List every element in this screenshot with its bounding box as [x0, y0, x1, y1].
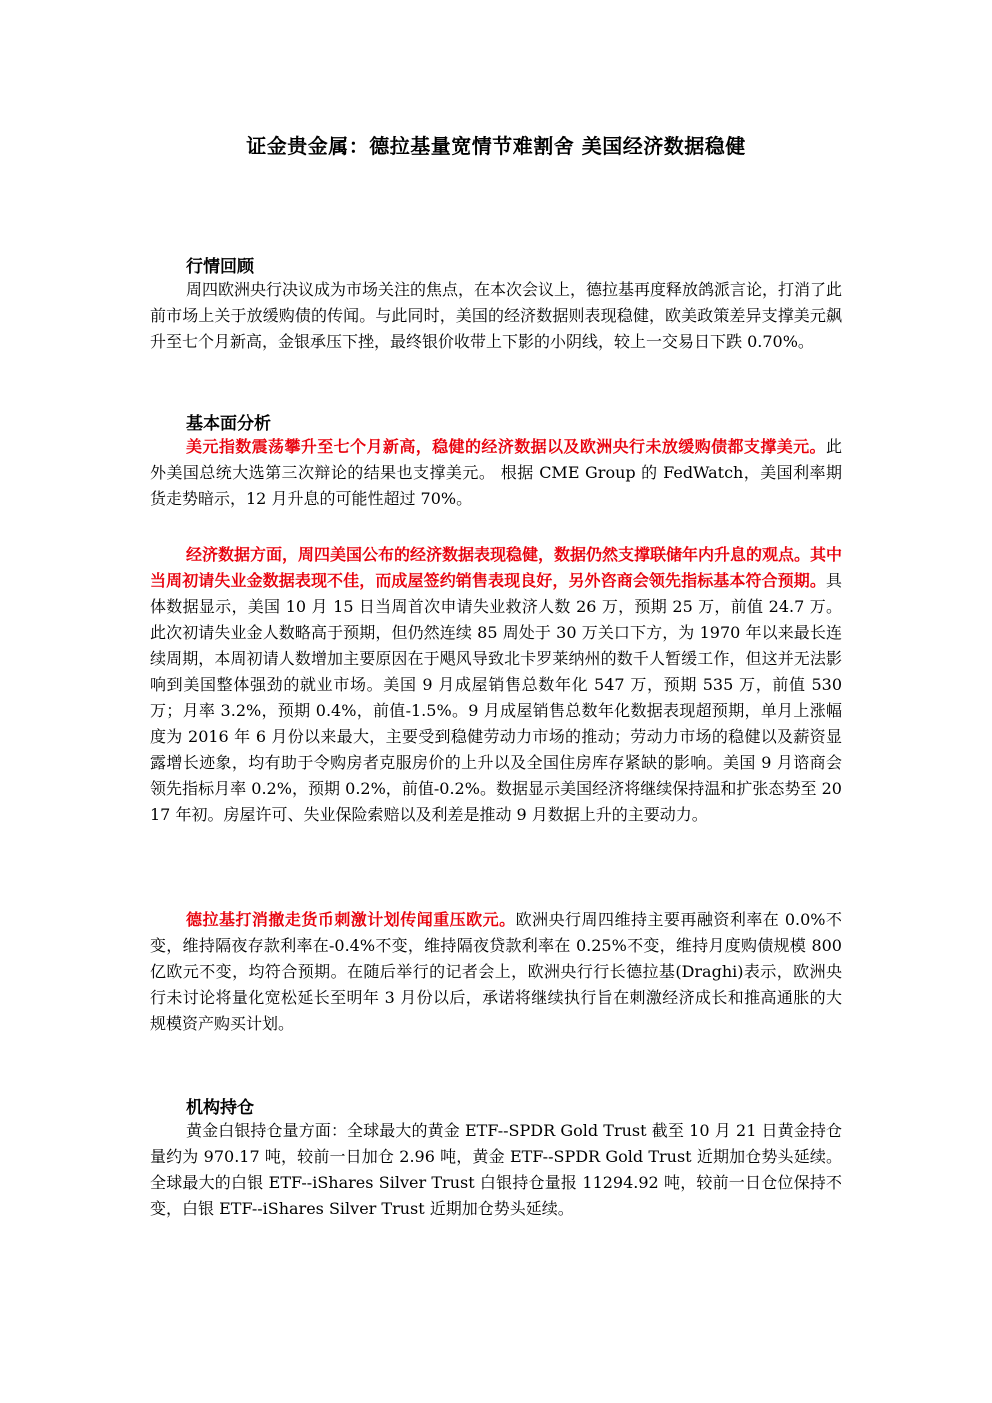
paragraph-usd-index — [150, 434, 842, 512]
paragraph-market-review: 周四欧洲央行决议成为市场关注的焦点，在本次会议上，德拉基再度释放鸽派言论，打消了此前市场上关于放缓购债的传闻。与此同时，美国的经济数据则表现稳健，欧美政策差异支撑美元飙升至七个月新高，金银承压下挫，最终银价收带上下影的小阴线，较上一交易日下跌 0.70%。 — [150, 280, 843, 351]
highlight-economic-data: 经济数据方面，周四美国公布的经济数据表现稳健，数据仍然支撑联储年内升息的观点。其中当周初请失业金数据表现不佳，而成屋签约销售表现良好，另外咨商会领先指标基本符合预期。 — [150, 545, 843, 590]
highlight-ecb-draghi: 德拉基打消撤走货币刺激计划传闻重压欧元。 — [186, 910, 516, 929]
paragraph-ecb-draghi — [150, 907, 842, 1037]
highlight-usd-index: 美元指数震荡攀升至七个月新高，稳健的经济数据以及欧洲央行未放缓购债都支撑美元。 — [186, 437, 826, 456]
text-ecb-draghi: 欧洲央行周四维持主要再融资利率在 0.0%不变，维持隔夜存款利率在-0.4%不变，维持隔夜贷款利率在 0.25%不变，维持月度购债规模 800 亿欧元不变，均符合预期。在随后举行的记者会上，欧洲央行行长德拉基(Draghi)表示，欧洲央行未讨论将量化宽松延长至明年 3 月份以后，承诺将继续执行旨在刺激经济成长和推高通胀的大规模资产购买计划。 — [150, 910, 842, 1033]
text-economic-data: 具体数据显示，美国 10 月 15 日当周首次申请失业救济人数 26 万，预期 25 万，前值 24.7 万。此次初请失业金人数略高于预期，但仍然连续 85 周处于 30 万关口下方，为 1970 年以来最长连续周期，本周初请人数增加主要原因在于飓风导致北卡罗莱纳州的数千人暂缓工作，但这并无法影响到美国整体强劲的就业市场。美国 9 月成屋销售总数年化 547 万，预期 535 万，前值 530 万；月率 3.2%，预期 0.4%，前值-1.5%。9 月成屋销售总数年化数据表现超预期，单月上涨幅度为 2016 年 6 月份以来最大，主要受到稳健劳动力市场的推动；劳动力市场的稳健以及薪资显露增长迹象，均有助于令购房者克服房价的上升以及全国住房库存紧缺的影响。美国 9 月谘商会领先指标月率 0.2%，预期 0.2%，前值-0.2%。数据显示美国经济将继续保持温和扩张态势至 2017 年初。房屋许可、失业保险索赔以及利差是推动 9 月数据上升的主要动力。 — [150, 571, 842, 824]
text-usd-index: 此外美国总统大选第三次辩论的结果也支撑美元。 根据 CME Group 的 FedWatch，美国利率期货走势暗示，12 月升息的可能性超过 70%。 — [150, 437, 842, 508]
paragraph-economic-data — [150, 542, 842, 828]
heading-fundamental-analysis: 基本面分析 — [186, 414, 271, 434]
paragraph-institutional-positions: 黄金白银持仓量方面：全球最大的黄金 ETF--SPDR Gold Trust 截至 10 月 21 日黄金持仓量约为 970.17 吨，较前一日加仓 2.96 吨，黄金 ETF--SPDR Gold Trust 近期加仓势头延续。全球最大的白银 ETF--iShares Silver Trust 白银持仓量报 11294.92 吨，较前一日仓位保持不变，白银 ETF--iShares Silver Trust 近期加仓势头延续。 — [150, 1121, 842, 1218]
heading-institutional-positions: 机构持仓 — [186, 1098, 254, 1118]
heading-market-review: 行情回顾 — [186, 257, 254, 277]
document-title: 证金贵金属：德拉基量宽情节难割舍 美国经济数据稳健 — [246, 134, 746, 158]
